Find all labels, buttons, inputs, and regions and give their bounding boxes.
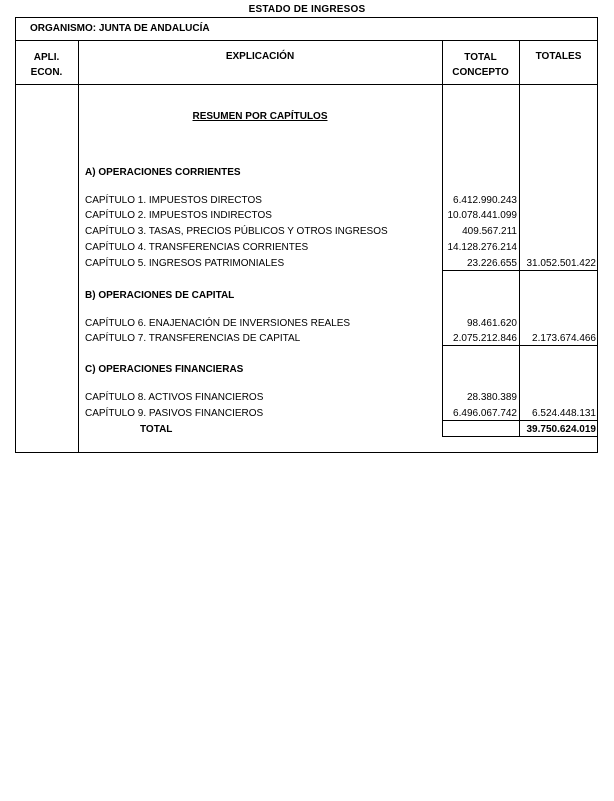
report-title: ESTADO DE INGRESOS (248, 4, 366, 15)
header-divider (15, 84, 598, 85)
section-heading: B) OPERACIONES DE CAPITAL (85, 290, 235, 301)
col-divider-2 (442, 40, 443, 437)
subtotal-rule (442, 270, 598, 271)
summary-title: RESUMEN POR CAPÍTULOS (192, 111, 328, 122)
header-apli: APLI. (33, 52, 60, 63)
list-item: CAPÍTULO 2. IMPUESTOS INDIRECTOS (85, 210, 272, 221)
total-rule (442, 436, 598, 437)
organism-label: ORGANISMO: JUNTA DE ANDALUCÍA (30, 23, 210, 34)
header-totales: TOTALES (535, 51, 582, 62)
list-item: CAPÍTULO 7. TRANSFERENCIAS DE CAPITAL (85, 333, 301, 344)
subtotal-value: 6.524.448.131 (532, 408, 596, 419)
section-heading: C) OPERACIONES FINANCIERAS (85, 364, 244, 375)
concept-value: 23.226.655 (466, 258, 517, 269)
concept-value: 10.078.441.099 (447, 210, 517, 221)
concept-value: 98.461.620 (466, 318, 517, 329)
concept-value: 6.412.990.243 (453, 195, 517, 206)
subtotal-rule (442, 345, 598, 346)
concept-value: 2.075.212.846 (453, 333, 517, 344)
organism-divider (15, 40, 598, 41)
header-total: TOTAL (464, 52, 497, 63)
col-divider-1 (78, 40, 79, 453)
header-econ: ECON. (30, 67, 63, 78)
subtotal-value: 31.052.501.422 (526, 258, 596, 269)
section-heading: A) OPERACIONES CORRIENTES (85, 167, 241, 178)
subtotal-rule (442, 420, 598, 421)
subtotal-value: 2.173.674.466 (532, 333, 596, 344)
list-item: CAPÍTULO 5. INGRESOS PATRIMONIALES (85, 258, 285, 269)
total-label: TOTAL (140, 424, 173, 435)
list-item: CAPÍTULO 8. ACTIVOS FINANCIEROS (85, 392, 264, 403)
header-concepto: CONCEPTO (452, 67, 509, 78)
total-value: 39.750.624.019 (526, 424, 596, 435)
list-item: CAPÍTULO 1. IMPUESTOS DIRECTOS (85, 195, 262, 206)
header-explicacion: EXPLICACIÓN (225, 51, 295, 62)
concept-value: 14.128.276.214 (447, 242, 517, 253)
concept-value: 28.380.389 (466, 392, 517, 403)
list-item: CAPÍTULO 3. TASAS, PRECIOS PÚBLICOS Y OTROS INGRESOS (85, 226, 388, 237)
concept-value: 409.567.211 (462, 226, 517, 237)
concept-value: 6.496.067.742 (453, 408, 517, 419)
col-divider-3 (519, 40, 520, 437)
list-item: CAPÍTULO 9. PASIVOS FINANCIEROS (85, 408, 264, 419)
list-item: CAPÍTULO 6. ENAJENACIÓN DE INVERSIONES REALES (85, 318, 351, 329)
list-item: CAPÍTULO 4. TRANSFERENCIAS CORRIENTES (85, 242, 309, 253)
